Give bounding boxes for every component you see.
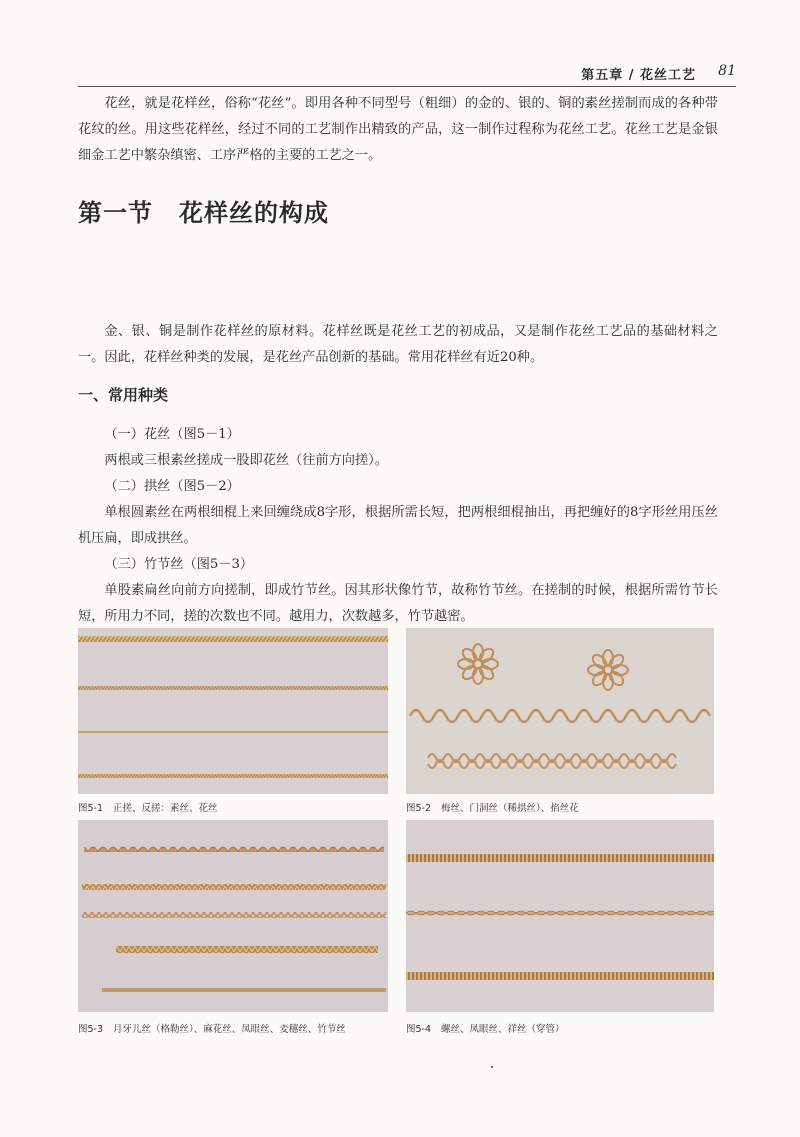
section-number: 第一节 bbox=[78, 198, 153, 227]
figure-5-4-caption bbox=[406, 1021, 565, 1035]
section-title bbox=[78, 193, 329, 228]
running-head bbox=[78, 60, 736, 87]
figure-5-4-photo bbox=[406, 820, 714, 1012]
intro-paragraph: 花丝，就是花样丝，俗称“花丝”。即用各种不同型号（粗细）的金的、银的、铜的素丝搓制而成的各种带花纹的丝。用这些花样丝，经过不同的工艺制作出精致的产品，这一制作过程称为花丝工艺。花丝工艺是金银细金工艺中繁杂缜密、工序严格的主要的工艺之一。 bbox=[78, 96, 718, 163]
page-number: 81 bbox=[718, 63, 736, 79]
section-name: 花样丝的构成 bbox=[179, 198, 329, 227]
item-1-heading: （一）花丝（图5－1） bbox=[104, 427, 240, 442]
figure-5-1-caption bbox=[78, 800, 218, 814]
figure-number: 图5-3 bbox=[78, 1024, 104, 1035]
figure-5-1-photo bbox=[78, 628, 388, 794]
figure-caption-text: 梅丝、门洞丝（稀拱丝）、掐丝花 bbox=[441, 803, 579, 814]
figure-5-2-caption bbox=[406, 800, 579, 814]
chapter-title: 第五章 / 花丝工艺 bbox=[581, 68, 696, 83]
section-intro-paragraph: 金、银、铜是制作花样丝的原材料。花样丝既是花丝工艺的初成品，又是制作花丝工艺品的基础材料之一。因此，花样丝种类的发展，是花丝产品创新的基础。常用花样丝有近20种。 bbox=[78, 324, 718, 365]
item-2-text: 单根圆素丝在两根细棍上来回缠绕成8字形，根据所需长短，把两根细棍抽出，再把缠好的8字形丝用压丝机压扁，即成拱丝。 bbox=[78, 505, 718, 546]
figure-5-3-photo bbox=[78, 820, 388, 1012]
figure-number: 图5-2 bbox=[406, 803, 432, 814]
item-3-text: 单股素扁丝向前方向搓制，即成竹节丝。因其形状像竹节，故称竹节丝。在搓制的时候，根据所需竹节长短，所用力不同，搓的次数也不同。越用力，次数越多，竹节越密。 bbox=[78, 583, 718, 624]
figure-caption-text: 月牙儿丝（格勒丝）、麻花丝、凤眼丝、麦穗丝、竹节丝 bbox=[113, 1024, 346, 1035]
figure-caption-text: 螺丝、凤眼丝、祥丝（穿管） bbox=[441, 1024, 565, 1035]
item-1-text: 两根或三根素丝搓成一股即花丝（往前方向搓）。 bbox=[104, 453, 388, 468]
figure-caption-text: 正搓、反搓：素丝、花丝 bbox=[113, 803, 218, 814]
figure-number: 图5-1 bbox=[78, 803, 104, 814]
subheading: 一、常用种类 bbox=[78, 386, 169, 404]
figure-number: 图5-4 bbox=[406, 1024, 432, 1035]
figure-5-3-caption bbox=[78, 1021, 346, 1035]
page-mark bbox=[491, 1066, 493, 1068]
figure-5-2-photo bbox=[406, 628, 714, 794]
item-2-heading: （二）拱丝（图5－2） bbox=[104, 479, 240, 494]
item-3-heading: （三）竹节丝（图5－3） bbox=[104, 557, 254, 572]
